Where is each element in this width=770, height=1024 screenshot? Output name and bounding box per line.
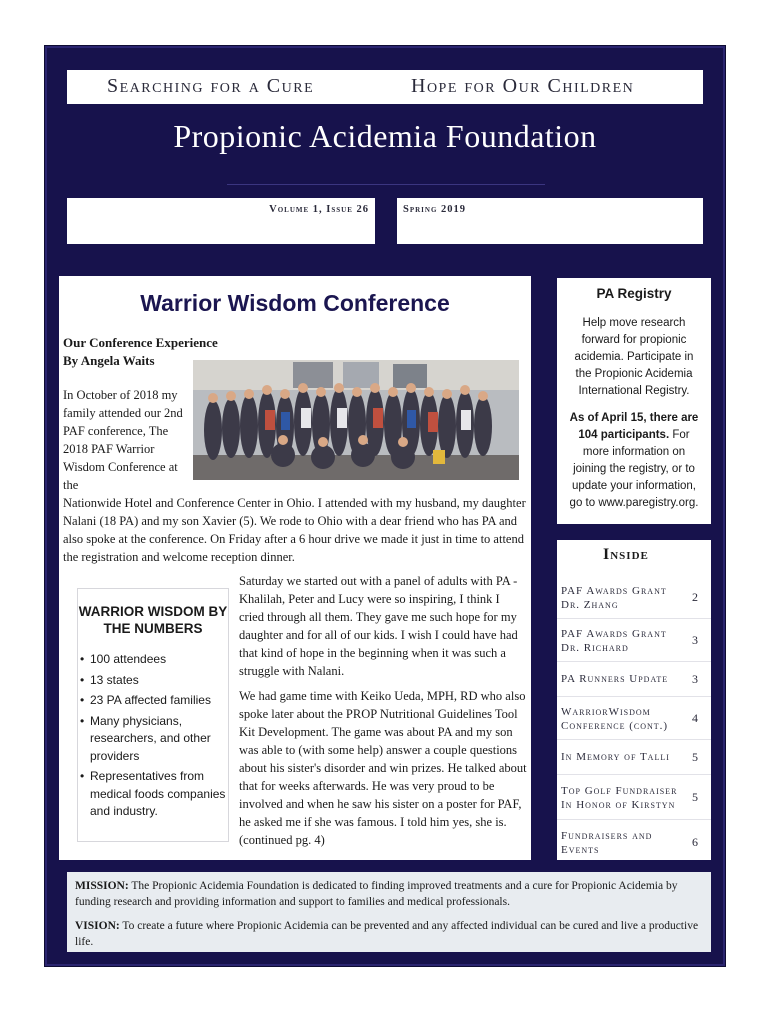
article-title: Warrior Wisdom Conference	[140, 290, 450, 316]
tagline-left: Searching for a Cure	[107, 75, 315, 97]
toc-item[interactable]	[557, 618, 711, 661]
mission-text: The Propionic Acidemia Foundation is dedicated to finding improved treatments and a cure for Propionic Acidemia by funding research and providing information and support to families and medical professionals.	[75, 880, 678, 908]
mission-label: MISSION:	[75, 880, 129, 892]
inside-toc	[557, 540, 711, 860]
vision-text: To create a future where Propionic Acidemia can be prevented and any affected individual can be cured and live a productive life.	[75, 920, 699, 948]
toc-item-page: 5	[692, 750, 699, 764]
toc-item-page: 4	[692, 711, 699, 725]
season-label: Spring 2019	[403, 204, 467, 215]
article-intro: In October of 2018 my family attended our 2nd PAF conference, The 2018 PAF Warrior Wisdom Conference at the	[63, 388, 183, 492]
list-item: • 23 PA affected families	[78, 692, 228, 710]
toc-item[interactable]	[557, 576, 711, 618]
toc-item[interactable]	[557, 774, 711, 819]
tagline-bar	[67, 70, 703, 104]
toc-item-page: 5	[692, 790, 699, 804]
registry-count-bold: As of April 15, there are 104 participants.	[569, 412, 699, 441]
volume-issue: Volume 1, Issue 26	[269, 204, 369, 215]
toc-item-label: Top Golf Fundraiser In Honor of Kirstyn	[561, 785, 678, 811]
article-paragraph: Saturday we started out with a panel of adults with PA - Khalilah, Peter and Lucy were so inspiring, I think I cried through all them. They gave me such hope for my daughter and for all of our kids. I wish I could have had that kind of hope in the beginning when it was such a struggle with Nalani.	[239, 574, 518, 678]
list-item: • 100 attendees	[78, 651, 228, 669]
registry-title: PA Registry	[596, 286, 672, 301]
registry-count	[565, 410, 703, 512]
registry-text: Help move research forward for propionic acidemia. Participate in the Propionic Acidemia International Registry.	[574, 317, 694, 397]
list-item: • Representatives from medical foods companies and industry.	[78, 768, 228, 821]
toc-item[interactable]	[557, 739, 711, 774]
toc-item-label: PA Runners Update	[561, 673, 669, 685]
title-divider	[227, 184, 545, 185]
list-item: • 13 states	[78, 672, 228, 690]
article-warrior-wisdom	[59, 276, 531, 860]
mission-vision-box	[67, 872, 711, 952]
tagline-right: Hope for Our Children	[411, 75, 635, 97]
season-box	[397, 198, 703, 244]
conference-group-photo	[193, 360, 519, 480]
pa-registry-sidebar	[557, 278, 711, 524]
numbers-title: WARRIOR WISDOM BY THE NUMBERS	[78, 604, 228, 636]
toc-item-label: WarriorWisdom Conference (cont.)	[561, 706, 669, 732]
numbers-list	[78, 651, 228, 821]
article-subtitle: Our Conference Experience	[63, 335, 218, 350]
article-column-2	[239, 572, 527, 856]
toc-item-label: PAF Awards Grant Dr. Richard	[561, 628, 667, 654]
toc-item-page: 2	[692, 590, 699, 604]
toc-item[interactable]	[557, 661, 711, 696]
list-item: • Many physicians, researchers, and other providers	[78, 713, 228, 766]
newsletter-page	[44, 45, 726, 967]
newsletter-title: Propionic Acidemia Foundation	[173, 118, 597, 154]
toc-item-page: 3	[692, 672, 699, 686]
mission-statement	[75, 878, 705, 910]
volume-box	[67, 198, 375, 244]
registry-body	[565, 315, 703, 512]
toc-item-label: In Memory of Talli	[561, 751, 670, 763]
by-the-numbers-box	[77, 588, 229, 842]
toc-item[interactable]	[557, 819, 711, 864]
toc-item-label: Fundraisers and Events	[561, 830, 653, 856]
toc-item[interactable]	[557, 696, 711, 739]
article-intro-cont: Nationwide Hotel and Conference Center in Ohio. I attended with my husband, my daughter Nalani (18 PA) and my son Xavier (5). We rode to Ohio with a dear friend who has PA and also spoke at the conference. On Friday after a 6 hour drive we made it just in time to attend the registration and welcome reception dinner.	[63, 496, 526, 564]
inside-title: Inside	[603, 546, 649, 563]
article-byline: By Angela Waits	[63, 353, 155, 368]
toc-item-page: 3	[692, 633, 699, 647]
vision-label: VISION:	[75, 920, 120, 932]
registry-link-text: For more information on joining the registry, or to update your information, go to www.paregistry.org.	[569, 429, 699, 509]
toc-item-label: PAF Awards Grant Dr. Zhang	[561, 585, 667, 611]
article-paragraph: We had game time with Keiko Ueda, MPH, RD who also spoke later about the PROP Nutritional Guidelines Tool Kit Development. The game was about PA and my son was able to (with some help) answer a couple questions about his sister's disorder and win prizes. He talked about that for weeks afterwards. He was very proud to be involved and when he saw his sister on a poster for PAF, he asked me if she was famous. I told him yes, she is. (continued pg. 4)	[239, 689, 527, 847]
vision-statement	[75, 918, 705, 950]
toc-list	[557, 576, 711, 864]
toc-item-page: 6	[692, 835, 699, 849]
